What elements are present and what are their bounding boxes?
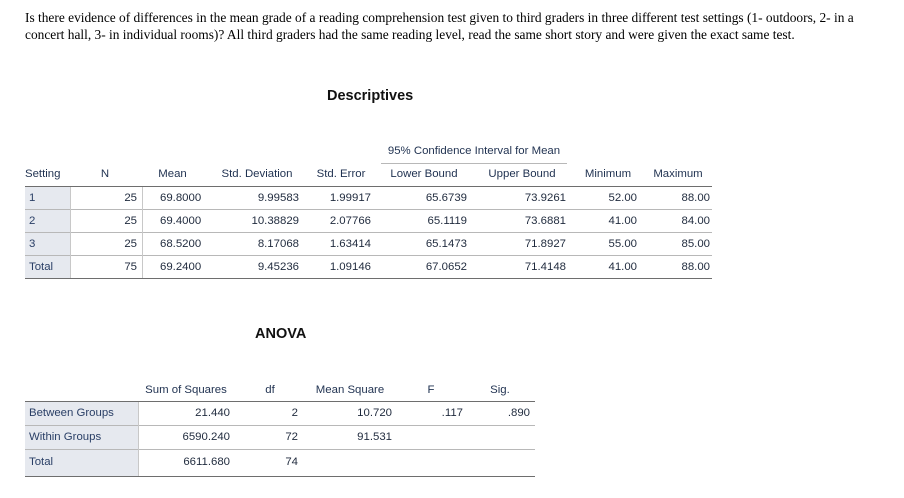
bottom-rule: [25, 476, 535, 477]
cell-mean: 69.2400: [160, 261, 202, 273]
cell-ss: 21.440: [195, 407, 230, 419]
cell-df: 72: [285, 431, 298, 443]
cell-lower: 65.1473: [425, 238, 467, 250]
cell-sd: 9.45236: [257, 261, 299, 273]
cell-max: 85.00: [681, 238, 710, 250]
col-header-sum-of-squares: Sum of Squares: [145, 384, 227, 396]
cell-max: 88.00: [681, 192, 710, 204]
header-rule: [25, 186, 712, 187]
col-header-minimum: Minimum: [584, 168, 632, 180]
cell-min: 41.00: [608, 215, 637, 227]
cell-min: 41.00: [608, 261, 637, 273]
col-header-lower-bound: Lower Bound: [390, 168, 458, 180]
cell-sd: 9.99583: [257, 192, 299, 204]
cell-sd: 8.17068: [257, 238, 299, 250]
cell-mean: 69.8000: [160, 192, 202, 204]
label-column-divider: [138, 402, 139, 476]
row-divider: [25, 209, 712, 210]
bottom-rule: [25, 278, 712, 279]
anova-title: ANOVA: [255, 326, 307, 342]
cell-sig: .890: [507, 407, 530, 419]
row-label: Between Groups: [29, 407, 114, 419]
cell-se: 1.63414: [329, 238, 371, 250]
cell-min: 52.00: [608, 192, 637, 204]
row-label: Total: [29, 456, 54, 468]
cell-df: 2: [291, 407, 298, 419]
row-label: 2: [29, 215, 36, 227]
cell-n: 75: [124, 261, 137, 273]
col-header-mean: Mean: [158, 168, 187, 180]
header-rule: [25, 401, 535, 402]
cell-min: 55.00: [608, 238, 637, 250]
col-header-upper-bound: Upper Bound: [488, 168, 556, 180]
cell-lower: 65.1119: [427, 215, 467, 227]
cell-ss: 6590.240: [182, 431, 230, 443]
n-column-divider: [142, 187, 143, 278]
row-divider: [25, 449, 535, 450]
cell-mean-square: 10.720: [357, 407, 392, 419]
cell-se: 1.09146: [329, 261, 371, 273]
col-header-df: df: [265, 384, 275, 396]
col-header-sig: Sig.: [490, 384, 510, 396]
cell-mean: 68.5200: [160, 238, 202, 250]
cell-upper: 73.9261: [524, 192, 566, 204]
row-label: 3: [29, 238, 36, 250]
col-header-maximum: Maximum: [653, 168, 703, 180]
col-header-setting: Setting: [25, 168, 61, 180]
ci-header: 95% Confidence Interval for Mean: [387, 145, 561, 157]
col-header-mean-square: Mean Square: [315, 384, 385, 396]
col-header-n: N: [100, 168, 110, 180]
row-label: 1: [29, 192, 36, 204]
col-header-std-error: Std. Error: [316, 168, 366, 180]
cell-n: 25: [124, 238, 137, 250]
row-divider: [25, 232, 712, 233]
cell-mean-square: 91.531: [357, 431, 392, 443]
question-text: Is there evidence of differences in the mean grade of a reading comprehension test given to third graders in three different test settings (1- outdoors, 2- in a concert hall, 3- in individual rooms)? All third graders had the same reading level, read the same short story and were given the exact same test.: [25, 10, 854, 42]
cell-upper: 71.4148: [524, 261, 566, 273]
col-header-std-deviation: Std. Deviation: [221, 168, 293, 180]
cell-mean: 69.4000: [160, 215, 202, 227]
cell-sd: 10.38829: [251, 215, 299, 227]
cell-f: .117: [441, 407, 463, 419]
row-label: Total: [29, 261, 54, 273]
cell-max: 88.00: [681, 261, 710, 273]
cell-ss: 6611.680: [183, 456, 230, 468]
cell-df: 74: [285, 456, 298, 468]
row-divider: [25, 255, 712, 256]
cell-se: 1.99917: [329, 192, 371, 204]
cell-n: 25: [124, 192, 137, 204]
cell-lower: 67.0652: [425, 261, 467, 273]
ci-header-rule: [381, 163, 567, 164]
cell-upper: 73.6881: [524, 215, 566, 227]
col-header-f: F: [427, 384, 435, 396]
cell-lower: 65.6739: [425, 192, 467, 204]
row-label: Within Groups: [29, 431, 102, 443]
label-column-divider: [70, 187, 71, 278]
cell-upper: 71.8927: [524, 238, 566, 250]
descriptives-title: Descriptives: [327, 88, 414, 104]
cell-max: 84.00: [681, 215, 710, 227]
cell-n: 25: [124, 215, 137, 227]
row-divider: [25, 425, 535, 426]
cell-se: 2.07766: [329, 215, 371, 227]
